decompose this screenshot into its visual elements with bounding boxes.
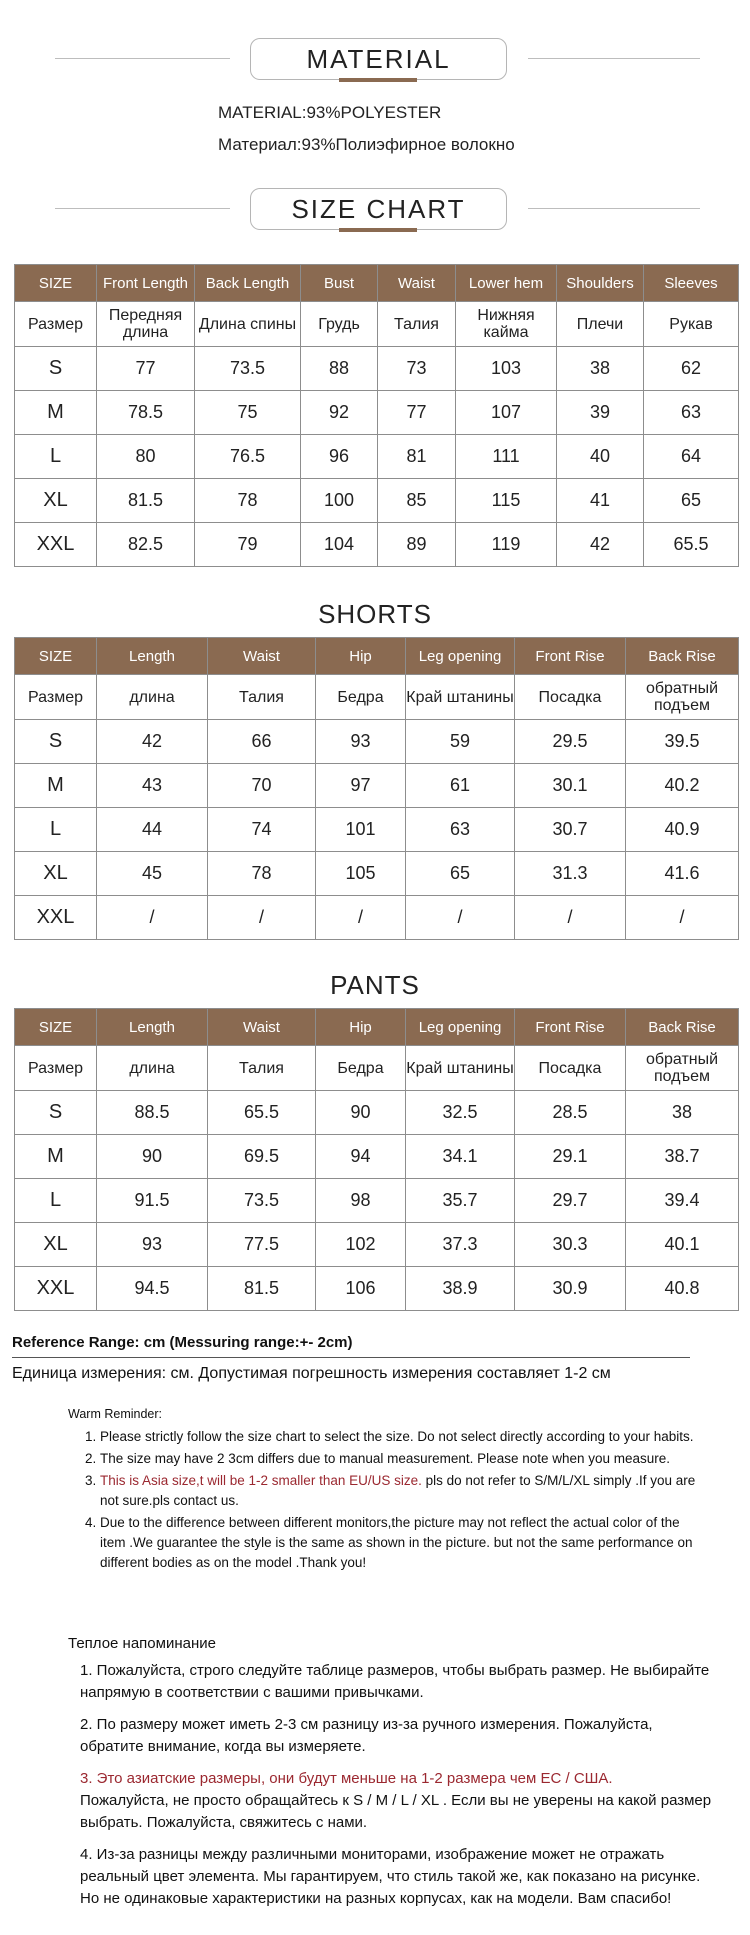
material-line-en: MATERIAL:93%POLYESTER	[218, 103, 442, 122]
header-ru-cell: Рукав	[644, 302, 739, 347]
table-header-ru-row	[15, 675, 739, 720]
table-cell: 42	[97, 720, 208, 764]
header-cell: Back Length	[195, 265, 301, 302]
table-cell: 63	[406, 808, 515, 852]
table-cell: 41	[557, 479, 644, 523]
table-cell: S	[15, 1091, 97, 1135]
shorts-table	[14, 637, 739, 940]
table-cell: 92	[301, 391, 378, 435]
table-cell: 65.5	[644, 523, 739, 567]
table-row	[15, 896, 739, 940]
header-cell: Length	[97, 1009, 208, 1046]
header-cell: Bust	[301, 265, 378, 302]
header-ru-cell: Посадка	[515, 1046, 626, 1091]
header-ru-cell: Талия	[208, 675, 316, 720]
table-cell: /	[97, 896, 208, 940]
reminder-warning-text: 3. Это азиатские размеры, они будут меньше на 1-2 размера чем ЕС / США.	[80, 1770, 613, 1787]
table-row	[15, 1179, 739, 1223]
table-cell: 39	[557, 391, 644, 435]
table-row	[15, 1091, 739, 1135]
header-cell: Sleeves	[644, 265, 739, 302]
header-ru-cell: длина	[97, 675, 208, 720]
table-cell: M	[15, 391, 97, 435]
table-row	[15, 391, 739, 435]
table-row	[15, 1267, 739, 1311]
table-cell: 73	[378, 347, 456, 391]
reminder-warning-text: This is Asia size,t will be 1-2 smaller than EU/US size.	[100, 1473, 422, 1488]
table-cell: 70	[208, 764, 316, 808]
table-cell: XL	[15, 1223, 97, 1267]
size-chart-heading-block	[0, 182, 750, 236]
table-cell: 93	[316, 720, 406, 764]
header-cell: SIZE	[15, 638, 97, 675]
table-cell: 105	[316, 852, 406, 896]
table-cell: 30.7	[515, 808, 626, 852]
header-cell: Shoulders	[557, 265, 644, 302]
table-cell: XL	[15, 479, 97, 523]
heading-underline	[339, 228, 417, 232]
table-cell: XXL	[15, 1267, 97, 1311]
table-cell: L	[15, 435, 97, 479]
table-cell: M	[15, 1135, 97, 1179]
table-cell: 69.5	[208, 1135, 316, 1179]
reminder-text: Пожалуйста, не просто обращайтесь к S / M / L / XL . Если вы не уверены на какой размер выбрать. Пожалуйста, свяжитесь с нами.	[80, 1792, 712, 1831]
table-cell: 59	[406, 720, 515, 764]
table-cell: S	[15, 720, 97, 764]
material-line-ru: Материал:93%Полиэфирное волокно	[218, 135, 515, 154]
table-cell: 98	[316, 1179, 406, 1223]
header-ru-cell: Размер	[15, 302, 97, 347]
table-cell: 39.4	[626, 1179, 739, 1223]
table-cell: 90	[316, 1091, 406, 1135]
header-ru-cell: обратный подъем	[626, 675, 739, 720]
size-chart-table	[14, 264, 739, 567]
warm-reminder	[68, 1407, 708, 1575]
table-cell: 29.1	[515, 1135, 626, 1179]
table-cell: 94	[316, 1135, 406, 1179]
divider	[12, 1357, 690, 1358]
header-ru-cell: Край штанины	[406, 1046, 515, 1091]
table-header-row	[15, 1009, 739, 1046]
table-cell: 100	[301, 479, 378, 523]
table-cell: 107	[456, 391, 557, 435]
table-cell: 31.3	[515, 852, 626, 896]
table-cell: 78.5	[97, 391, 195, 435]
table-cell: 93	[97, 1223, 208, 1267]
header-cell: Leg opening	[406, 1009, 515, 1046]
header-cell: Front Rise	[515, 1009, 626, 1046]
table-cell: /	[515, 896, 626, 940]
table-cell: 111	[456, 435, 557, 479]
table-cell: 29.7	[515, 1179, 626, 1223]
warm-reminder-ru	[68, 1635, 718, 1920]
table-cell: 75	[195, 391, 301, 435]
header-ru-cell: Грудь	[301, 302, 378, 347]
table-cell: 78	[208, 852, 316, 896]
table-row	[15, 435, 739, 479]
warm-reminder-title: Warm Reminder:	[68, 1407, 162, 1421]
table-cell: 77.5	[208, 1223, 316, 1267]
header-cell: Lower hem	[456, 265, 557, 302]
size-chart-heading: SIZE CHART	[291, 194, 466, 224]
list-item	[100, 1427, 708, 1447]
table-cell: 40.9	[626, 808, 739, 852]
table-cell: 73.5	[208, 1179, 316, 1223]
table-cell: 28.5	[515, 1091, 626, 1135]
reminder-paragraph	[80, 1768, 718, 1834]
list-item	[100, 1513, 708, 1573]
table-cell: 35.7	[406, 1179, 515, 1223]
table-row	[15, 1135, 739, 1179]
table-header-ru-row	[15, 302, 739, 347]
table-row	[15, 852, 739, 896]
divider	[55, 58, 230, 59]
table-cell: 65.5	[208, 1091, 316, 1135]
header-ru-cell: Талия	[208, 1046, 316, 1091]
table-cell: 81	[378, 435, 456, 479]
table-cell: /	[406, 896, 515, 940]
table-cell: 40.2	[626, 764, 739, 808]
table-cell: 78	[195, 479, 301, 523]
reminder-paragraph: 4. Из-за разницы между различными мониторами, изображение может не отражать реальный цвет элемента. Мы гарантируем, что стиль такой же, как показано на рисунке. Но не одинаковые характеристики на разных корпусах, как на модели. Вам спасибо!	[80, 1846, 701, 1907]
table-cell: 65	[644, 479, 739, 523]
table-cell: 34.1	[406, 1135, 515, 1179]
header-cell: Front Rise	[515, 638, 626, 675]
table-cell: 77	[378, 391, 456, 435]
divider	[55, 208, 230, 209]
list-item	[100, 1471, 708, 1511]
table-cell: 38	[626, 1091, 739, 1135]
table-cell: 74	[208, 808, 316, 852]
size-chart-heading-box	[250, 188, 507, 230]
table-cell: 96	[301, 435, 378, 479]
table-cell: 41.6	[626, 852, 739, 896]
header-ru-cell: Талия	[378, 302, 456, 347]
header-cell: Front Length	[97, 265, 195, 302]
table-cell: 82.5	[97, 523, 195, 567]
table-cell: 88	[301, 347, 378, 391]
table-cell: 81.5	[97, 479, 195, 523]
table-cell: 38.7	[626, 1135, 739, 1179]
table-cell: 73.5	[195, 347, 301, 391]
table-cell: 80	[97, 435, 195, 479]
header-cell: Waist	[208, 638, 316, 675]
table-cell: 85	[378, 479, 456, 523]
table-cell: 45	[97, 852, 208, 896]
header-cell: Hip	[316, 1009, 406, 1046]
header-cell: Leg opening	[406, 638, 515, 675]
header-ru-cell: Край штанины	[406, 675, 515, 720]
table-cell: 40.8	[626, 1267, 739, 1311]
warm-reminder-ru-title: Теплое напоминание	[68, 1635, 216, 1652]
table-cell: 37.3	[406, 1223, 515, 1267]
header-cell: Back Rise	[626, 1009, 739, 1046]
header-cell: Hip	[316, 638, 406, 675]
divider	[528, 58, 700, 59]
table-cell: 65	[406, 852, 515, 896]
table-cell: 64	[644, 435, 739, 479]
table-cell: 30.9	[515, 1267, 626, 1311]
header-cell: Back Rise	[626, 638, 739, 675]
table-cell: 115	[456, 479, 557, 523]
header-ru-cell: обратный подъем	[626, 1046, 739, 1091]
table-cell: 106	[316, 1267, 406, 1311]
header-ru-cell: Длина спины	[195, 302, 301, 347]
table-cell: S	[15, 347, 97, 391]
header-ru-cell: Нижняя кайма	[456, 302, 557, 347]
material-heading-block	[0, 32, 750, 86]
table-cell: 101	[316, 808, 406, 852]
table-cell: 102	[316, 1223, 406, 1267]
table-cell: 66	[208, 720, 316, 764]
table-cell: 97	[316, 764, 406, 808]
table-cell: 77	[97, 347, 195, 391]
header-cell: Waist	[208, 1009, 316, 1046]
table-cell: 79	[195, 523, 301, 567]
table-cell: /	[208, 896, 316, 940]
table-header-row	[15, 265, 739, 302]
reminder-text: Due to the difference between different monitors,the picture may not reflect the actual color of the item .We guarantee the style is the same as shown in the picture. but not the same performance on different bodies as on the model .Thank you!	[100, 1515, 693, 1570]
header-ru-cell: Размер	[15, 675, 97, 720]
reminder-text: Please strictly follow the size chart to select the size. Do not select directly according to your habits.	[100, 1429, 694, 1444]
table-cell: 90	[97, 1135, 208, 1179]
table-cell: 61	[406, 764, 515, 808]
table-cell: 88.5	[97, 1091, 208, 1135]
table-cell: 76.5	[195, 435, 301, 479]
table-cell: 104	[301, 523, 378, 567]
table-cell: 81.5	[208, 1267, 316, 1311]
table-row	[15, 347, 739, 391]
table-cell: 42	[557, 523, 644, 567]
header-ru-cell: Размер	[15, 1046, 97, 1091]
table-header-row	[15, 638, 739, 675]
material-heading-box	[250, 38, 507, 80]
list-item	[100, 1449, 708, 1469]
table-cell: /	[626, 896, 739, 940]
divider	[528, 208, 700, 209]
table-cell: 63	[644, 391, 739, 435]
header-cell: Waist	[378, 265, 456, 302]
table-cell: 32.5	[406, 1091, 515, 1135]
table-row	[15, 808, 739, 852]
table-cell: M	[15, 764, 97, 808]
table-cell: 29.5	[515, 720, 626, 764]
table-row	[15, 523, 739, 567]
reference-range-en: Reference Range: cm (Messuring range:+- 2cm)	[12, 1334, 353, 1351]
header-cell: Length	[97, 638, 208, 675]
header-cell: SIZE	[15, 1009, 97, 1046]
table-cell: 44	[97, 808, 208, 852]
pants-heading: PANTS	[330, 970, 420, 1000]
table-cell: L	[15, 808, 97, 852]
table-cell: 119	[456, 523, 557, 567]
reminder-text: pls do not refer to S/M/L/XL simply .If you are not sure.pls contact us.	[100, 1473, 696, 1508]
table-header-ru-row	[15, 1046, 739, 1091]
header-ru-cell: длина	[97, 1046, 208, 1091]
reminder-text: The size may have 2 3cm differs due to manual measurement. Please note when you measure.	[100, 1451, 671, 1466]
table-row	[15, 720, 739, 764]
reminder-paragraph: 1. Пожалуйста, строго следуйте таблице размеров, чтобы выбрать размер. Не выбирайте напрямую в соответствии с вашими привычками.	[80, 1662, 710, 1701]
table-cell: 40	[557, 435, 644, 479]
header-ru-cell: Бедра	[316, 1046, 406, 1091]
table-row	[15, 479, 739, 523]
table-cell: 43	[97, 764, 208, 808]
table-cell: 39.5	[626, 720, 739, 764]
table-cell: 62	[644, 347, 739, 391]
table-cell: 91.5	[97, 1179, 208, 1223]
table-cell: 103	[456, 347, 557, 391]
reminder-paragraph: 2. По размеру может иметь 2-3 см разницу из-за ручного измерения. Пожалуйста, обратите внимание, когда вы измеряете.	[80, 1716, 653, 1755]
header-ru-cell: Передняя длина	[97, 302, 195, 347]
table-cell: 40.1	[626, 1223, 739, 1267]
table-cell: /	[316, 896, 406, 940]
heading-underline	[339, 78, 417, 82]
table-row	[15, 764, 739, 808]
header-ru-cell: Бедра	[316, 675, 406, 720]
shorts-heading: SHORTS	[318, 599, 432, 629]
table-cell: 30.1	[515, 764, 626, 808]
table-row	[15, 1223, 739, 1267]
table-cell: XXL	[15, 523, 97, 567]
header-cell: SIZE	[15, 265, 97, 302]
pants-table	[14, 1008, 739, 1311]
table-cell: 94.5	[97, 1267, 208, 1311]
material-heading: MATERIAL	[306, 44, 451, 74]
table-cell: XL	[15, 852, 97, 896]
table-cell: 38.9	[406, 1267, 515, 1311]
table-cell: XXL	[15, 896, 97, 940]
table-cell: 30.3	[515, 1223, 626, 1267]
reference-range-ru: Единица измерения: см. Допустимая погрешность измерения составляет 1-2 см	[12, 1365, 611, 1382]
table-cell: 89	[378, 523, 456, 567]
table-cell: L	[15, 1179, 97, 1223]
header-ru-cell: Плечи	[557, 302, 644, 347]
table-cell: 38	[557, 347, 644, 391]
warm-reminder-list	[68, 1427, 708, 1573]
header-ru-cell: Посадка	[515, 675, 626, 720]
